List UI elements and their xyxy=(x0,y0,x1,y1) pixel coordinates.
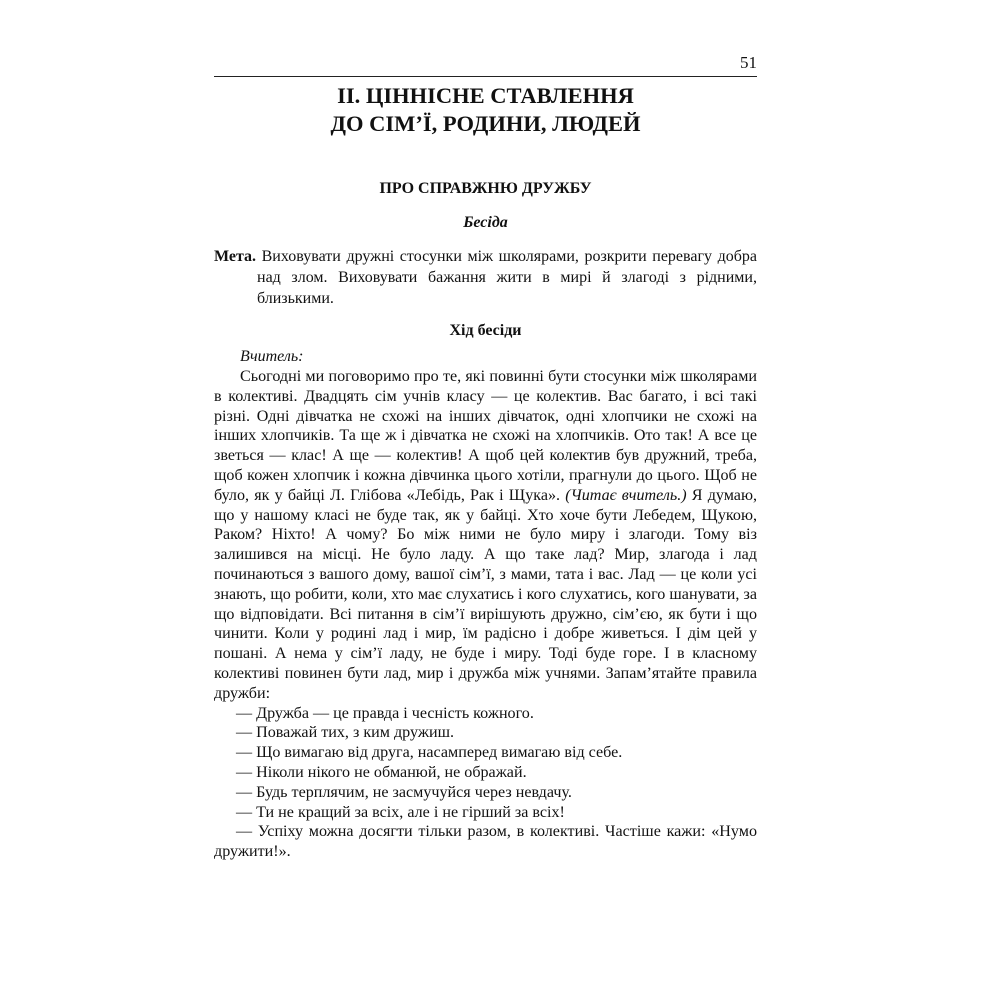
rule-item: — Дружба — це правда і чесність кожного. xyxy=(236,704,534,722)
section-title: ПРО СПРАВЖНЮ ДРУЖБУ xyxy=(379,180,592,197)
rule-item: — Успіху можна досягти тільки разом, в колективі. Частіше кажи: «Нумо дружити!». xyxy=(214,823,757,861)
page-number: 51 xyxy=(740,53,757,72)
header-rule xyxy=(214,76,757,77)
goal-paragraph xyxy=(214,246,757,309)
section-subtitle: Бесіда xyxy=(463,214,508,231)
chapter-title-line-1: ІІ. ЦІННІСНЕ СТАВЛЕННЯ xyxy=(337,83,634,108)
rule-item: — Будь терплячим, не засмучуйся через невдачу. xyxy=(236,783,572,801)
stage-direction: (Читає вчитель.) xyxy=(560,486,687,504)
teacher-paragraph xyxy=(214,367,757,704)
chapter-title xyxy=(214,82,757,138)
goal-label: Мета. xyxy=(214,248,257,265)
chapter-title-line-2: ДО СІМ’Ї, РОДИНИ, ЛЮДЕЙ xyxy=(330,111,641,136)
rule-item: — Поважай тих, з ким дружиш. xyxy=(236,724,454,742)
teacher-paragraph-part-1: Сьогодні ми поговоримо про те, які повинні бути стосунки між школярами в колективі. Двадцять сім учнів класу — це колектив. Вас багато, і всі такі різні. Одні дівчатка не схожі на інших дівчаток, одні хлопчики не схожі на інших хлопчиків. Та ще ж і дівчатка не схожі на хлопчиків. Ото так! А все це зветься — клас! А ще — колектив! А щоб цей колектив був дружний, треба, щоб кожен хлопчик і кожна дівчинка цього хотіли, прагнули до цього. Щоб не було, як у байці Л. Глібова «Лебідь, Рак і Щука». xyxy=(214,368,757,504)
rule-item: — Що вимагаю від друга, насамперед вимагаю від себе. xyxy=(236,744,623,762)
speaker-label: Вчитель: xyxy=(240,348,304,365)
teacher-paragraph-part-2: Я думаю, що у нашому класі не буде так, як у байці. Хто хоче бути Лебедем, Щукою, Раком? Ніхто! А чому? Бо між ними не було миру і злагоди. Тому віз залишився на місці. Не було ладу. А що таке лад? Мир, злагода і лад починаються з вашого дому, вашої сім’ї, з мами, тата і вас. Лад — це коли усі знають, що робити, коли, хто має слухатись і кого слухатись, кого шанувати, за що відповідати. Всі питання в сім’ї вирішують дружно, сім’єю, як бути і що чинити. Коли у родині лад і мир, їм радісно і добре живеться. І дім цей у пошані. А нема у сім’ї ладу, не буде і миру. Тоді буде горе. І в класному колективі повинен бути лад, мир і дружба між учнями. Запам’ятайте правила дружби: xyxy=(214,486,757,702)
friendship-rules-list xyxy=(214,704,757,862)
goal-text: Виховувати дружні стосунки між школярами, розкрити перевагу добра над злом. Виховувати бажання жити в мирі й злагоді з рідними, близькими. xyxy=(256,248,757,307)
rule-item: — Ти не кращий за всіх, але і не гірший за всіх! xyxy=(236,803,565,821)
progress-title: Хід бесіди xyxy=(449,322,522,339)
rule-item: — Ніколи нікого не обманюй, не ображай. xyxy=(236,763,527,781)
book-page xyxy=(214,52,757,862)
